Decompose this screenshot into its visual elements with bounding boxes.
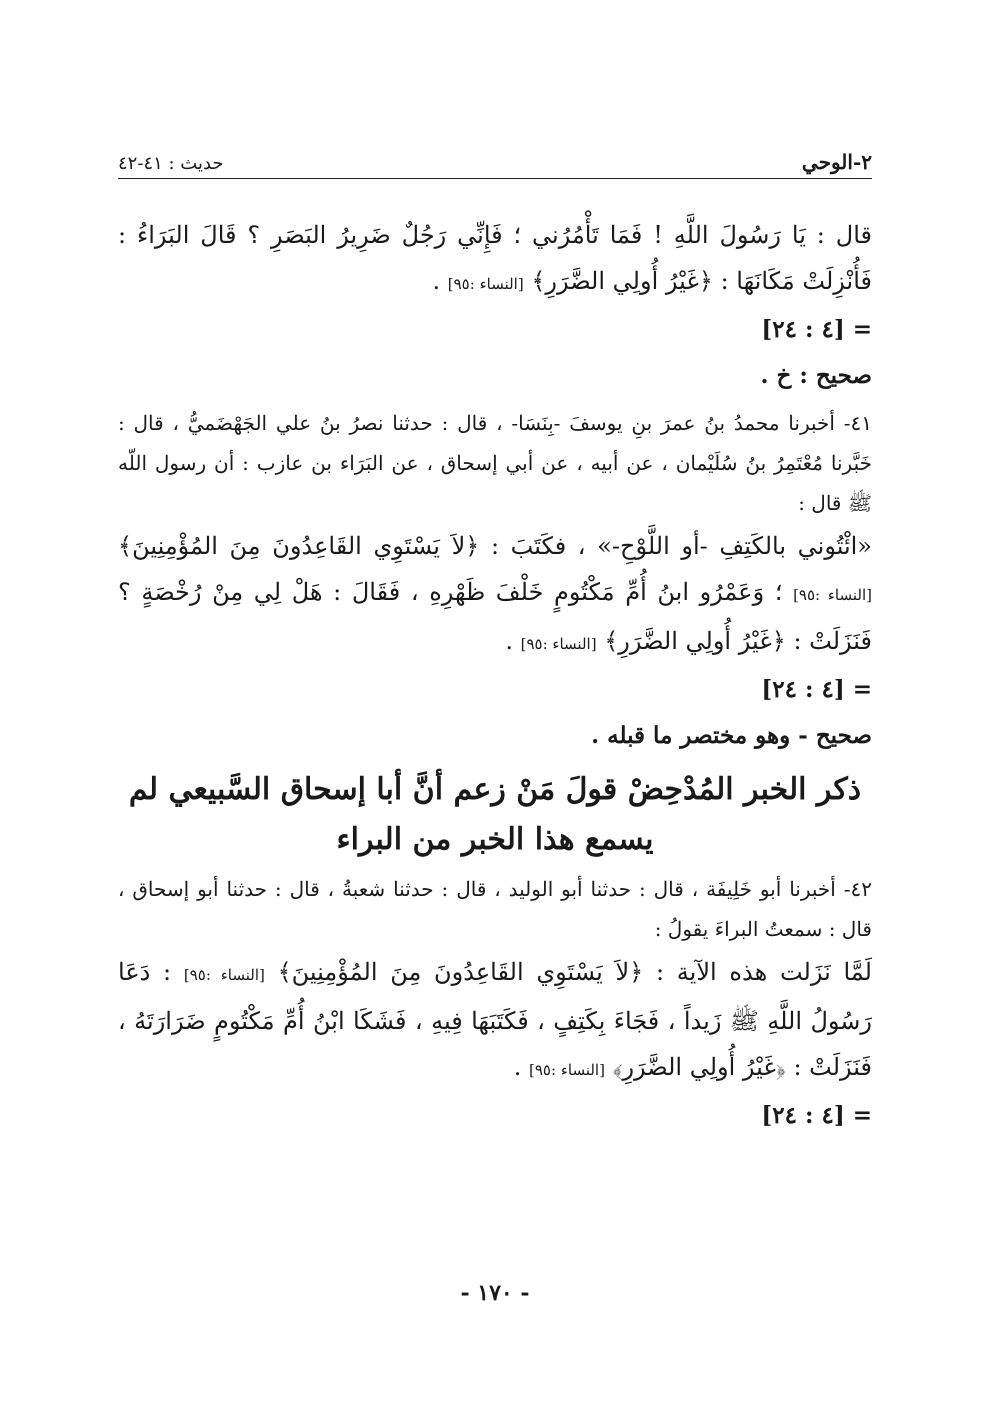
quran-reference: [النساء :٩٥] — [529, 1061, 605, 1079]
quran-reference: [النساء :٩٥] — [183, 966, 265, 984]
cross-reference: = [٤ : ٢٤] — [761, 676, 872, 703]
section-heading: ذكر الخبر المُدْحِضْ قولَ مَنْ زعم أنَّ أبا إسحاق السَّبيعي لم يسمع هذا الخبر من البراء — [128, 772, 862, 857]
cross-reference: = [٤ : ٢٤] — [761, 1102, 872, 1129]
hadith-41-isnad: ٤١- أخبرنا محمدُ بنُ عمرَ بنِ يوسفَ -بِنَسَا- ، قال : حدثنا نصرُ بنُ علي الجَهْضَميُّ ، قال : خَبَّرنا مُعْتَمِرُ بنُ سُلَيْمان ، عن أبيه ، عن أبي إسحاق ، عن البَرَاء بن عازب : أن رسول اللّه ﷺ قال : — [118, 411, 872, 515]
hadith-grade: صحيح - وهو مختصر ما قبله . — [591, 722, 872, 749]
page-number: - ١٧٠ - — [460, 1280, 530, 1306]
hadith-grade: صحيح : خ . — [760, 362, 872, 389]
hadith-range: حديث : ٤١-٤٢ — [118, 153, 224, 174]
running-header — [118, 138, 872, 179]
hadith-41-matn: «ائْتُوني بالكَتِفِ -أو اللَّوْحِ-» ، فكَتَبَ : ﴿لاَ يَسْتَوِي القَاعِدُونَ مِنَ المُؤْمِنِينَ﴾ [النساء :٩٥] ؛ وَعَمْرُو ابنُ أُمِّ مَكْتُومٍ خَلْفَ ظَهْرِهِ ، فَقَالَ : هَلْ لِي مِنْ رُخْصَةٍ ؟ فَنَزَلَتْ : ﴿غَيْرُ أُولِي الضَّرَرِ﴾ [النساء :٩٥] . — [118, 532, 872, 655]
quran-reference: [النساء :٩٥] — [793, 586, 872, 604]
hadith-42-isnad: ٤٢- أخبرنا أبو خَلِيفَة ، قال : حدثنا أبو الوليد ، قال : حدثنا شعبةُ ، قال : حدثنا أبو إسحاق ، قال : سمعتُ البراءَ يقولُ : — [118, 877, 872, 941]
chapter-title: ٢-الوحي — [801, 150, 872, 174]
hadith-42-matn: لَمَّا نَزَلت هذه الآية : ﴿لاَ يَسْتَوِي القَاعِدُونَ مِنَ المُؤْمِنِينَ﴾ [النساء :٩٥] : دَعَا رَسُولُ اللَّهِ ﷺ زَيداً ، فَجَاءَ بِكَتِفٍ ، فَكَتَبَهَا فِيهِ ، فَشَكَا ابْنُ أُمِّ مَكْتُومٍ ضَرَارَتَهُ ، فَنَزَلَتْ : ﴿غَيْرُ أُولِي الضَّرَرِ﴾ [النساء :٩٥] . — [118, 958, 872, 1081]
quran-reference: [النساء :٩٥] — [520, 635, 597, 653]
page-body — [118, 212, 872, 1139]
cross-reference: = [٤ : ٢٤] — [761, 316, 872, 343]
continued-hadith-text: قال : يَا رَسُولَ اللَّهِ ! فَمَا تَأْمُرُني ؛ فَإِنِّي رَجُلٌ ضَرِيرُ البَصَرِ ؟ قَالَ البَرَاءُ : فَأُنْزِلَتْ مَكَانَهَا : ﴿غَيْرُ أُولِي الضَّرَرِ﴾ [النساء :٩٥] . — [118, 221, 872, 295]
quran-reference: [النساء :٩٥] — [447, 275, 524, 293]
